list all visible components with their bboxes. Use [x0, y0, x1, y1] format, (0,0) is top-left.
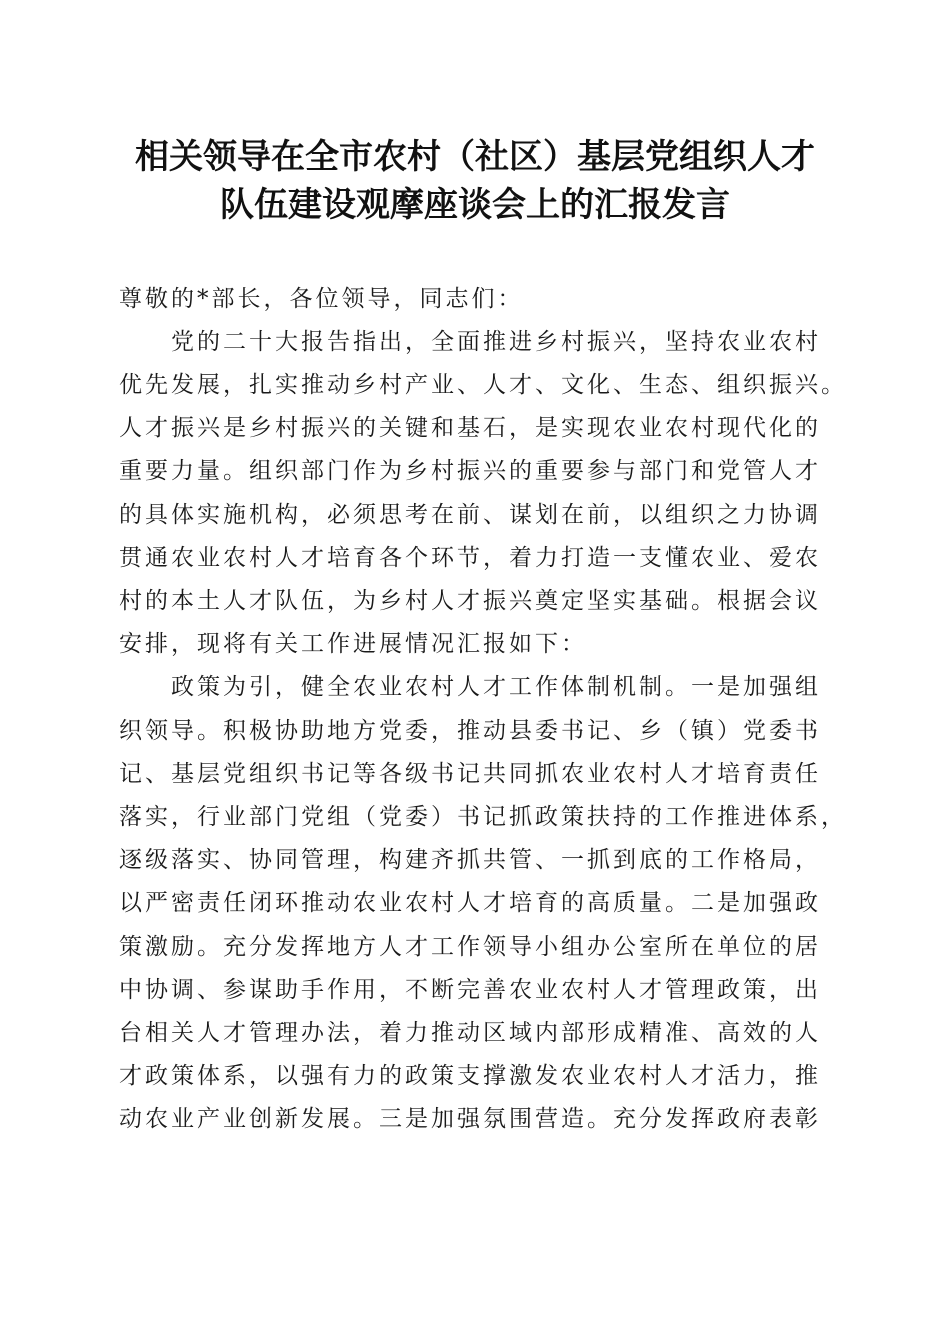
body-line: 人才振兴是乡村振兴的关键和基石，是实现农业农村现代化的 [119, 415, 821, 441]
body-line: 策激励。充分发挥地方人才工作领导小组办公室所在单位的居 [119, 934, 821, 960]
body-line: 逐级落实、协同管理，构建齐抓共管、一抓到底的工作格局， [119, 847, 821, 873]
body-line: 尊敬的*部长，各位领导，同志们： [119, 286, 524, 312]
body-line: 党的二十大报告指出，全面推进乡村振兴，坚持农业农村 [119, 329, 821, 355]
body-line: 安排，现将有关工作进展情况汇报如下： [119, 631, 587, 657]
body-line: 以严密责任闭环推动农业农村人才培育的高质量。二是加强政 [119, 890, 821, 916]
body-line: 的具体实施机构，必须思考在前、谋划在前，以组织之力协调 [119, 502, 821, 528]
body-line: 动农业产业创新发展。三是加强氛围营造。充分发挥政府表彰 [119, 1106, 821, 1132]
body-line: 落实，行业部门党组（党委）书记抓政策扶持的工作推进体系， [119, 804, 847, 830]
title-line-2: 队伍建设观摩座谈会上的汇报发言 [220, 185, 730, 225]
body-line: 重要力量。组织部门作为乡村振兴的重要参与部门和党管人才 [119, 458, 821, 484]
body-line: 贯通农业农村人才培育各个环节，着力打造一支懂农业、爱农 [119, 545, 821, 571]
body-line: 记、基层党组织书记等各级书记共同抓农业农村人才培育责任 [119, 761, 821, 787]
body-line: 台相关人才管理办法，着力推动区域内部形成精准、高效的人 [119, 1020, 821, 1046]
body-line: 才政策体系，以强有力的政策支撑激发农业农村人才活力，推 [119, 1063, 821, 1089]
body-line: 优先发展，扎实推动乡村产业、人才、文化、生态、组织振兴。 [119, 372, 847, 398]
body-line: 中协调、参谋助手作用，不断完善农业农村人才管理政策，出 [119, 977, 821, 1003]
title-line-1: 相关领导在全市农村（社区）基层党组织人才 [135, 137, 815, 177]
body-line: 村的本土人才队伍，为乡村人才振兴奠定坚实基础。根据会议 [119, 588, 821, 614]
body-line: 政策为引，健全农业农村人才工作体制机制。一是加强组 [119, 674, 821, 700]
body-line: 织领导。积极协助地方党委，推动县委书记、乡（镇）党委书 [119, 718, 821, 744]
